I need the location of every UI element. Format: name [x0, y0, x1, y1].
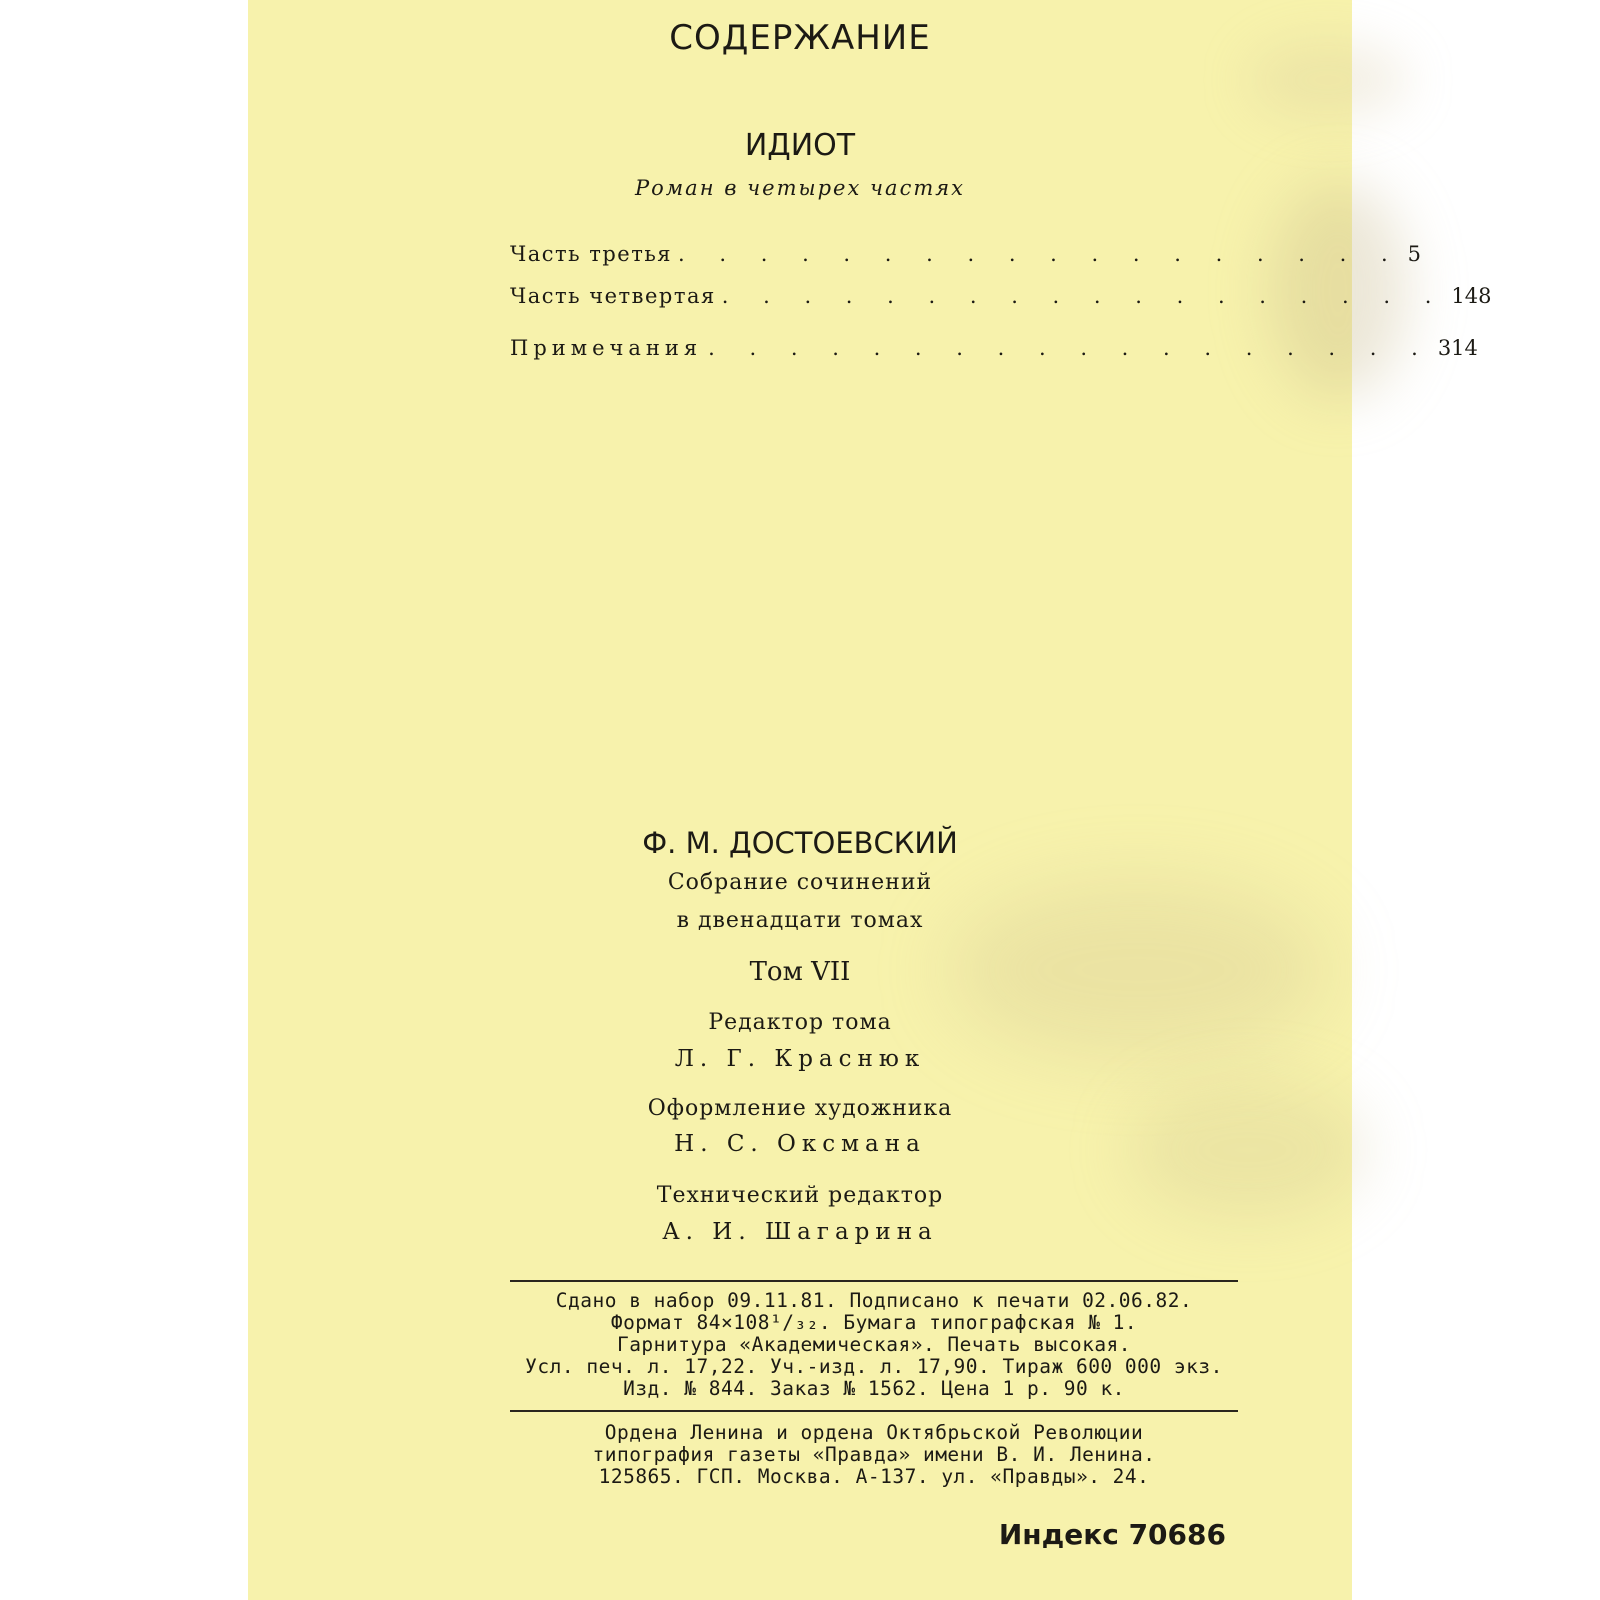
- imprint-line: Гарнитура «Академическая». Печать высокая.: [616, 1333, 1132, 1356]
- contents-heading: СОДЕРЖАНИЕ: [669, 18, 931, 58]
- printer-block: [498, 1422, 1250, 1488]
- toc-entry[interactable]: [510, 242, 1422, 272]
- toc-leader-dots: . . . . . . . . . . . . . . . . . .: [678, 242, 1402, 266]
- book-page: [248, 0, 1492, 1600]
- divider-rule: [510, 1280, 1238, 1282]
- divider-rule: [510, 1410, 1238, 1412]
- printer-line: 125865. ГСП. Москва. А-137. ул. «Правды». 24.: [598, 1465, 1150, 1488]
- collection-title-line2: в двенадцати томах: [676, 908, 924, 933]
- imprint-line: Сдано в набор 09.11.81. Подписано к печати 02.06.82.: [555, 1289, 1193, 1312]
- toc-entry-label: Примечания: [510, 336, 703, 360]
- credit-role: Технический редактор: [656, 1183, 944, 1208]
- toc-entry[interactable]: [510, 336, 1478, 366]
- catalog-index: Индекс 70686: [998, 1518, 1226, 1551]
- toc-entry[interactable]: [510, 284, 1492, 314]
- toc-page-number: 148: [1451, 284, 1492, 308]
- author-name: Ф. М. ДОСТОЕВСКИЙ: [642, 826, 958, 860]
- imprint-block: [498, 1290, 1250, 1400]
- work-subtitle: Роман в четырех частях: [634, 176, 965, 200]
- imprint-line: Формат 84×108¹/₃₂. Бумага типографская № 1.: [610, 1311, 1138, 1334]
- toc-entry-label: Часть третья: [510, 242, 673, 266]
- toc-leader-dots: . . . . . . . . . . . . . . . . . .: [721, 284, 1446, 308]
- credit-role: Редактор тома: [708, 1010, 892, 1035]
- credit-role: Оформление художника: [647, 1096, 953, 1121]
- credit-name: А. И. Шагарина: [662, 1219, 938, 1245]
- imprint-line: Изд. № 844. Заказ № 1562. Цена 1 р. 90 к.: [623, 1377, 1125, 1400]
- work-title: ИДИОТ: [744, 128, 856, 163]
- credit-name: Л. Г. Краснюк: [674, 1046, 926, 1072]
- printer-line: типография газеты «Правда» имени В. И. Ленина.: [592, 1443, 1156, 1466]
- printer-line: Ордена Ленина и ордена Октябрьской Революции: [604, 1421, 1144, 1444]
- toc-page-number: 5: [1407, 242, 1422, 266]
- toc-leader-dots: . . . . . . . . . . . . . . . . . .: [708, 336, 1432, 360]
- credit-name: Н. С. Оксмана: [674, 1131, 926, 1157]
- toc-page-number: 314: [1437, 336, 1478, 360]
- collection-title-line1: Собрание сочинений: [667, 870, 933, 895]
- toc-entry-label: Часть четвертая: [510, 284, 716, 308]
- volume-number: Том VII: [749, 957, 851, 987]
- imprint-line: Усл. печ. л. 17,22. Уч.-изд. л. 17,90. Тираж 600 000 экз.: [525, 1355, 1223, 1378]
